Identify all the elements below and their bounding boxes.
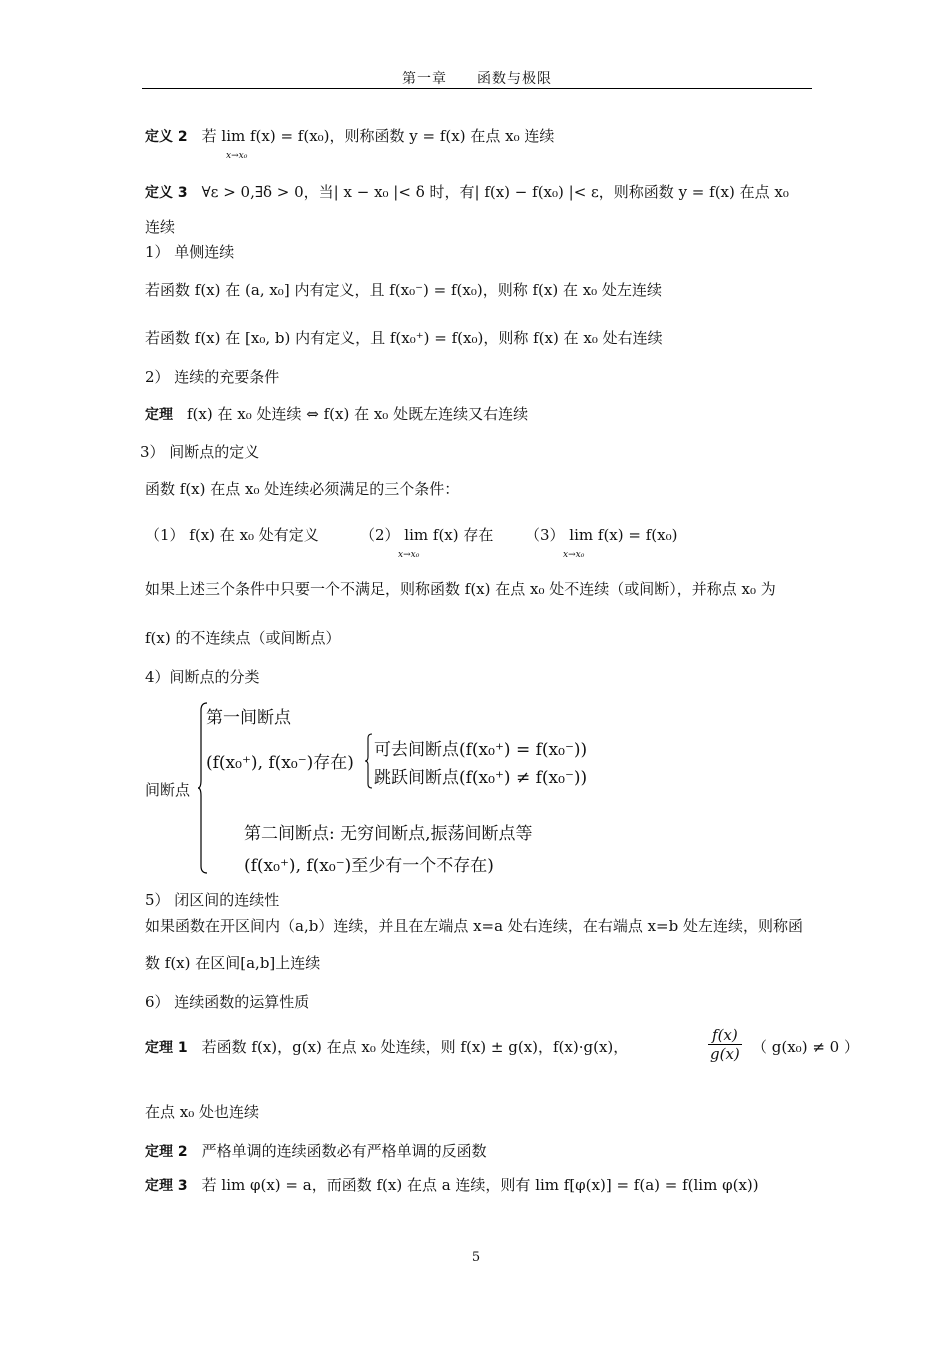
theorem-1-label: 定理 1 (145, 1040, 188, 1056)
theorem-3 (145, 1174, 759, 1197)
page-number: 5 (471, 1250, 481, 1265)
section-4-heading: 4）间断点的分类 (145, 668, 260, 686)
theorem-text: f(x) 在 x₀ 处连续 ⇔ f(x) 在 x₀ 处既左连续又右连续 (187, 405, 529, 423)
first-kind-label: 第一间断点 (206, 708, 291, 728)
definition-2 (145, 125, 554, 148)
theorem-necessary-sufficient (145, 403, 528, 426)
section-5-heading: 5） 闭区间的连续性 (145, 891, 280, 909)
section-2-heading: 2） 连续的充要条件 (145, 368, 280, 386)
condition-3-subscript: x→x₀ (563, 550, 585, 560)
removable-discontinuity: 可去间断点(f(x₀⁺) = f(x₀⁻)) (374, 740, 588, 760)
small-brace-icon (365, 733, 373, 789)
condition-2: （2） lim f(x) 存在 (360, 526, 494, 544)
theorem-1-condition: （ g(x₀) ≠ 0 ） (752, 1038, 859, 1056)
section-6-heading: 6） 连续函数的运算性质 (145, 993, 310, 1011)
section-3-heading: 3） 间断点的定义 (140, 443, 260, 461)
closed-interval-text: 如果函数在开区间内（a,b）连续，并且在左端点 x=a 处右连续，在右端点 x=b 处左连续，则称函 (145, 917, 803, 935)
chapter-title: 函数与极限 (477, 71, 552, 87)
discontinuity-definition: 如果上述三个条件中只要一个不满足，则称函数 f(x) 在点 x₀ 处不连续（或间断），并称点 x₀ 为 (145, 580, 776, 598)
fraction-denominator: g(x) (710, 1045, 740, 1063)
page-header (142, 68, 812, 88)
theorem-3-text: 若 lim φ(x) = a，而函数 f(x) 在点 a 连续，则有 lim f[φ(x)] = f(a) = f(lim φ(x)) (201, 1176, 759, 1194)
definition-3-text: ∀ε > 0,∃δ > 0，当| x − x₀ |< δ 时，有| f(x) − f(x₀) |< ε，则称函数 y = f(x) 在点 x₀ (201, 183, 789, 201)
three-conditions-intro: 函数 f(x) 在点 x₀ 处连续必须满足的三个条件： (145, 480, 460, 498)
second-kind-condition: (f(x₀⁺), f(x₀⁻)至少有一个不存在) (244, 856, 494, 876)
definition-3-label: 定义 3 (145, 185, 188, 201)
definition-2-text: 若 lim f(x) = f(x₀)，则称函数 y = f(x) 在点 x₀ 连续 (201, 127, 555, 145)
first-kind-condition: (f(x₀⁺), f(x₀⁻)存在) (206, 753, 354, 773)
theorem-2-label: 定理 2 (145, 1144, 188, 1160)
theorem-label: 定理 (145, 407, 173, 423)
condition-1: （1） f(x) 在 x₀ 处有定义 (145, 526, 319, 544)
quotient-fraction (708, 1026, 742, 1063)
classification-root: 间断点 (145, 781, 191, 799)
section-1-heading: 1） 单侧连续 (145, 243, 235, 261)
header-rule (142, 88, 812, 89)
closed-interval-text-cont: 数 f(x) 在区间[a,b]上连续 (145, 954, 321, 972)
second-kind-label: 第二间断点: 无穷间断点,振荡间断点等 (244, 824, 533, 844)
theorem-3-label: 定理 3 (145, 1178, 188, 1194)
theorem-1-continuation: 在点 x₀ 处也连续 (145, 1103, 260, 1121)
chapter-label: 第一章 (402, 71, 447, 87)
condition-3: （3） lim f(x) = f(x₀) (525, 526, 678, 544)
definition-3 (145, 181, 789, 204)
left-continuity-text: 若函数 f(x) 在 (a, x₀] 内有定义，且 f(x₀⁻) = f(x₀)，则称 f(x) 在 x₀ 处左连续 (145, 281, 662, 299)
definition-2-label: 定义 2 (145, 129, 188, 145)
theorem-2 (145, 1140, 487, 1163)
condition-2-subscript: x→x₀ (398, 550, 420, 560)
definition-3-continuation: 连续 (145, 218, 176, 236)
limit-subscript: x→x₀ (226, 151, 248, 161)
fraction-numerator: f(x) (708, 1026, 742, 1045)
right-continuity-text: 若函数 f(x) 在 [x₀, b) 内有定义，且 f(x₀⁺) = f(x₀)，则称 f(x) 在 x₀ 处右连续 (145, 329, 663, 347)
theorem-2-text: 严格单调的连续函数必有严格单调的反函数 (201, 1142, 487, 1160)
jump-discontinuity: 跳跃间断点(f(x₀⁺) ≠ f(x₀⁻)) (374, 768, 588, 788)
theorem-1-text: 若函数 f(x)，g(x) 在点 x₀ 处连续，则 f(x) ± g(x)，f(x)·g(x)， (201, 1038, 629, 1056)
theorem-1 (145, 1036, 628, 1059)
discontinuity-definition-cont: f(x) 的不连续点（或间断点） (145, 629, 341, 647)
